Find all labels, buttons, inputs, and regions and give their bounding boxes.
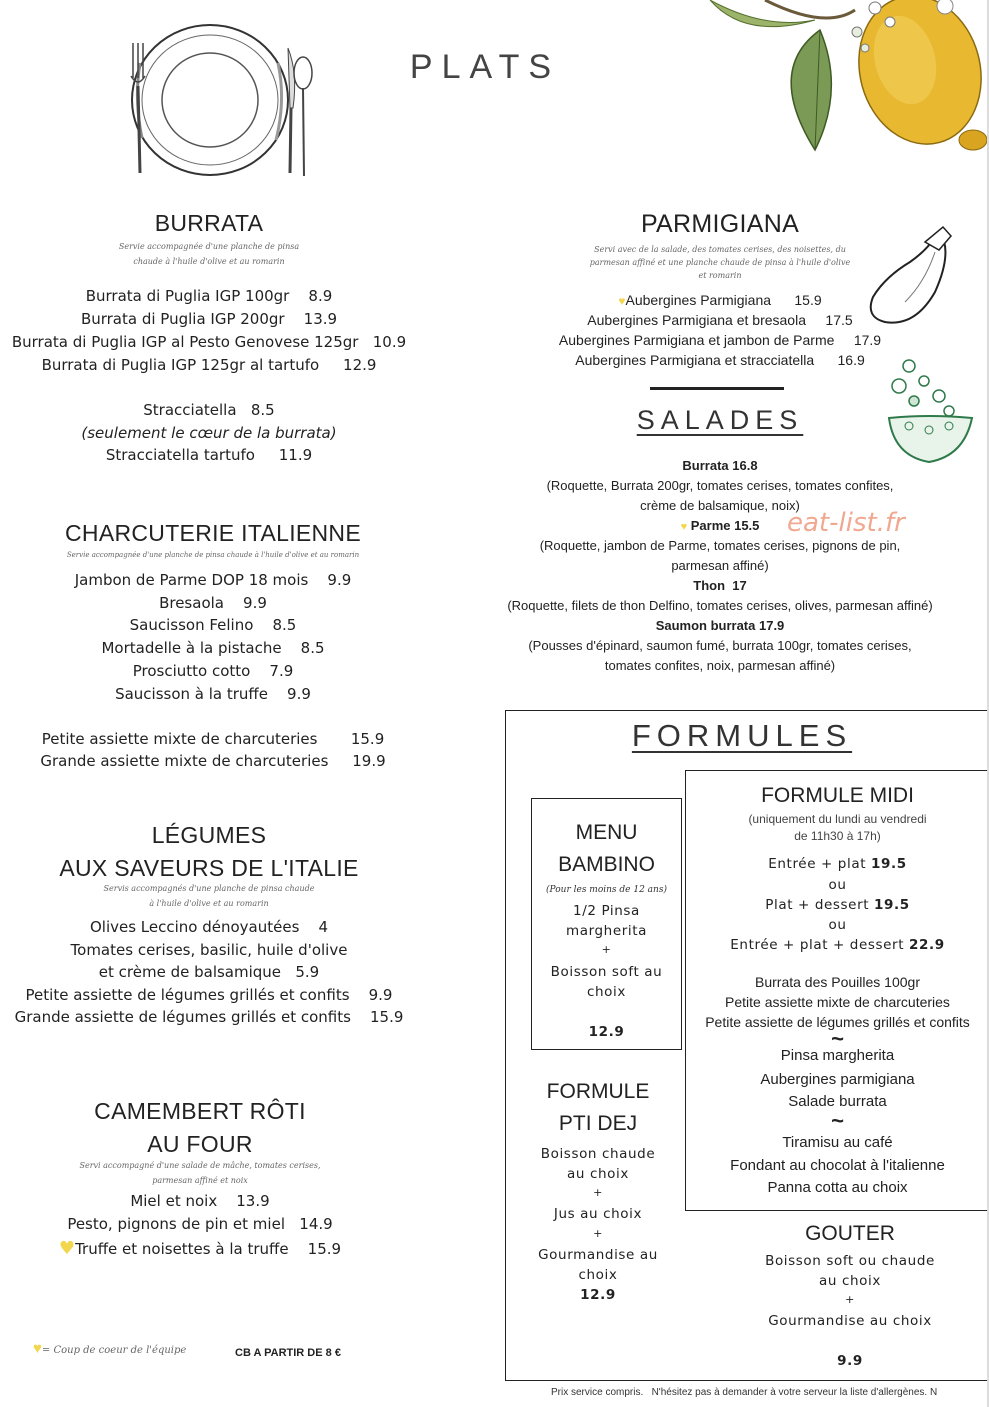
formule-dish: Panna cotta au choix [767, 1179, 908, 1196]
section-subtitle: Servie accompagnée d'une planche de pinsa chaude à l'huile d'olive et au romarin [66, 551, 360, 559]
lemon-branch-illustration [705, 0, 989, 160]
formule-line: 1/2 Pinsa [573, 903, 640, 919]
menu-item: Aubergines Parmigiana et jambon de Parme 17.9 [558, 332, 882, 348]
formule-price: 12.9 [588, 1024, 625, 1040]
salad-desc: parmesan affiné) [671, 558, 769, 573]
section-title: BURRATA [154, 210, 264, 236]
formule-dish: Tiramisu au café [782, 1134, 893, 1151]
formule-line: ou [828, 877, 847, 893]
menu-item: Miel et noix 13.9 [130, 1192, 270, 1210]
legend: ♥= Coup de coeur de l'équipe [33, 1340, 187, 1357]
formule-line: + [601, 943, 612, 956]
formule-title: PTI DEJ [558, 1112, 638, 1135]
section-title: LÉGUMES [151, 822, 267, 848]
salad-desc: (Roquette, Burrata 200gr, tomates cerises, tomates confites, [546, 478, 894, 493]
section-title: CAMEMBERT RÔTI [94, 1098, 306, 1124]
formule-line: Gourmandise au choix [768, 1313, 932, 1329]
menu-item: Jambon de Parme DOP 18 mois 9.9 [74, 571, 352, 589]
menu-item: Grande assiette de légumes grillés et confits 15.9 [14, 1008, 404, 1026]
menu-item-note: (seulement le cœur de la burrata) [81, 424, 337, 442]
section-subtitle: Servis accompagnés d'une planche de pinsa chaude [103, 884, 315, 893]
formule-dish: Fondant au chocolat à l'italienne [730, 1157, 945, 1174]
section-subtitle: et romarin [698, 271, 742, 280]
section-subtitle: chaude à l'huile d'olive et au romarin [133, 257, 285, 266]
formule-price: 9.9 [837, 1353, 863, 1369]
menu-item: Petite assiette de légumes grillés et confits 9.9 [25, 986, 393, 1004]
salad-bowl-illustration [884, 356, 974, 466]
menu-bambino-box [531, 798, 682, 1050]
salad-name: Saumon burrata 17.9 [655, 618, 785, 633]
menu-item: Pesto, pignons de pin et miel 14.9 [67, 1215, 333, 1233]
menu-item: Burrata di Puglia IGP 100gr 8.9 [85, 287, 333, 305]
formule-line: Boisson chaude [540, 1146, 656, 1162]
formule-line: au choix [567, 1166, 629, 1182]
salad-desc: tomates confites, noix, parmesan affiné) [604, 658, 836, 673]
menu-item: Saucisson Felino 8.5 [129, 616, 297, 634]
formule-note: (Pour les moins de 12 ans) [546, 885, 667, 895]
salad-name: Thon 17 [693, 578, 747, 593]
section-subtitle: parmesan affiné et une planche chaude de pinsa à l'huile d'olive [589, 258, 851, 267]
page-title: PLATS [409, 48, 561, 86]
formule-dish: Pinsa margherita [780, 1047, 895, 1064]
formule-ptidej [520, 1080, 676, 1310]
formule-title: FORMULE MIDI [761, 784, 914, 807]
formule-dish: Petite assiette mixte de charcuteries [725, 994, 950, 1010]
section-title: PARMIGIANA [640, 210, 800, 238]
menu-item: Petite assiette mixte de charcuteries 15.9 [41, 730, 385, 748]
section-title: SALADES [636, 405, 804, 435]
formule-title: BAMBINO [558, 853, 655, 876]
separator-tilde: ~ [831, 1108, 844, 1133]
menu-item: Saucisson à la truffe 9.9 [115, 685, 311, 703]
salad-desc: (Pousses d'épinard, saumon fumé, burrata 100gr, tomates cerises, [528, 638, 912, 653]
menu-item: Burrata di Puglia IGP al Pesto Genovese 125gr 10.9 [11, 333, 407, 351]
menu-item: Aubergines Parmigiana et stracciatella 16.9 [575, 352, 865, 368]
formule-title: MENU [575, 821, 638, 844]
formule-line: choix [587, 984, 626, 1000]
formule-note: de 11h30 à 17h) [794, 829, 881, 843]
formule-line: Boisson soft au [550, 964, 663, 980]
heart-icon: ♥ [680, 521, 688, 533]
section-subtitle: parmesan affiné et noix [152, 1176, 248, 1185]
section-title: AUX SAVEURS DE L'ITALIE [59, 855, 359, 881]
formule-line: Jus au choix [553, 1206, 643, 1222]
section-title: FORMULES [631, 718, 853, 753]
formule-line: margherita [565, 923, 648, 939]
section-subtitle: Servi avec de la salade, des tomates cerises, des noisettes, du [594, 245, 846, 254]
section-subtitle: à l'huile d'olive et au romarin [149, 899, 269, 908]
menu-item: Grande assiette mixte de charcuteries 19.9 [40, 752, 386, 770]
menu-item: Stracciatella tartufo 11.9 [105, 446, 313, 464]
menu-item: ♥Truffe et noisettes à la truffe 15.9 [58, 1238, 342, 1259]
heart-icon: ♥ [33, 1340, 42, 1357]
formule-dish: Burrata des Pouilles 100gr [755, 974, 920, 990]
formule-title: FORMULE [546, 1080, 650, 1103]
section-title: AU FOUR [147, 1131, 253, 1157]
plate-illustration [118, 18, 318, 183]
formule-title: GOUTER [805, 1222, 895, 1245]
divider [650, 387, 784, 390]
menu-item: Olives Leccino dénoyautées 4 [89, 918, 329, 936]
section-title: CHARCUTERIE ITALIENNE [65, 520, 361, 546]
formule-line: + [593, 1227, 603, 1240]
menu-item: Burrata di Puglia IGP 125gr al tartufo 12.9 [41, 356, 377, 374]
formule-line: au choix [819, 1273, 881, 1289]
formule-option: Entrée + plat + dessert 22.9 [730, 937, 945, 953]
menu-item: ♥Aubergines Parmigiana 15.9 [618, 292, 822, 308]
menu-item: Tomates cerises, basilic, huile d'olive [70, 941, 348, 959]
formule-price: 12.9 [580, 1287, 616, 1303]
menu-item: Prosciutto cotto 7.9 [132, 662, 294, 680]
formule-line: + [845, 1293, 855, 1306]
section-subtitle: Servi accompagné d'une salade de mâche, tomates cerises, [79, 1161, 321, 1170]
menu-item: et crème de balsamique 5.9 [98, 963, 320, 981]
salad-desc: (Roquette, jambon de Parme, tomates cerises, pignons de pin, [539, 538, 901, 553]
formule-dish: Salade burrata [788, 1093, 887, 1110]
salad-name: ♥ Parme 15.5 [680, 518, 760, 533]
formule-line: choix [578, 1267, 618, 1283]
formule-option: Entrée + plat 19.5 [768, 856, 907, 872]
formule-midi-box [685, 770, 989, 1211]
menu-item: Bresaola 9.9 [159, 594, 267, 612]
heart-icon: ♥ [58, 1238, 76, 1259]
menu-item: Mortadelle à la pistache 8.5 [101, 639, 325, 657]
cb-note: CB A PARTIR DE 8 € [235, 1347, 341, 1359]
salad-desc: crème de balsamique, noix) [640, 498, 800, 513]
section-subtitle: Servie accompagnée d'une planche de pinsa [118, 242, 300, 251]
menu-item: Stracciatella 8.5 [143, 401, 275, 419]
formule-dish: Aubergines parmigiana [760, 1071, 915, 1088]
footer-note: Prix service compris. N'hésitez pas à demander à votre serveur la liste d'allergènes. N [551, 1387, 938, 1398]
formule-option: Plat + dessert 19.5 [765, 897, 910, 913]
formule-gouter [725, 1222, 975, 1372]
menu-item: Burrata di Puglia IGP 200gr 13.9 [80, 310, 338, 328]
heart-icon: ♥ [618, 294, 626, 308]
menu-item: Aubergines Parmigiana et bresaola 17.5 [587, 312, 853, 328]
separator-tilde: ~ [831, 1026, 844, 1051]
formule-line: + [593, 1186, 603, 1199]
formule-note: (uniquement du lundi au vendredi [748, 812, 927, 826]
formule-line: Boisson soft ou chaude [765, 1253, 935, 1269]
salad-name: Burrata 16.8 [682, 458, 758, 473]
formule-line: ou [828, 917, 847, 933]
salad-desc: (Roquette, filets de thon Delfino, tomates cerises, olives, parmesan affiné) [507, 598, 933, 613]
formule-line: Gourmandise au [538, 1247, 658, 1263]
formule-dish: Petite assiette de légumes grillés et confits [705, 1014, 970, 1030]
watermark: eat-list.fr [787, 508, 905, 538]
